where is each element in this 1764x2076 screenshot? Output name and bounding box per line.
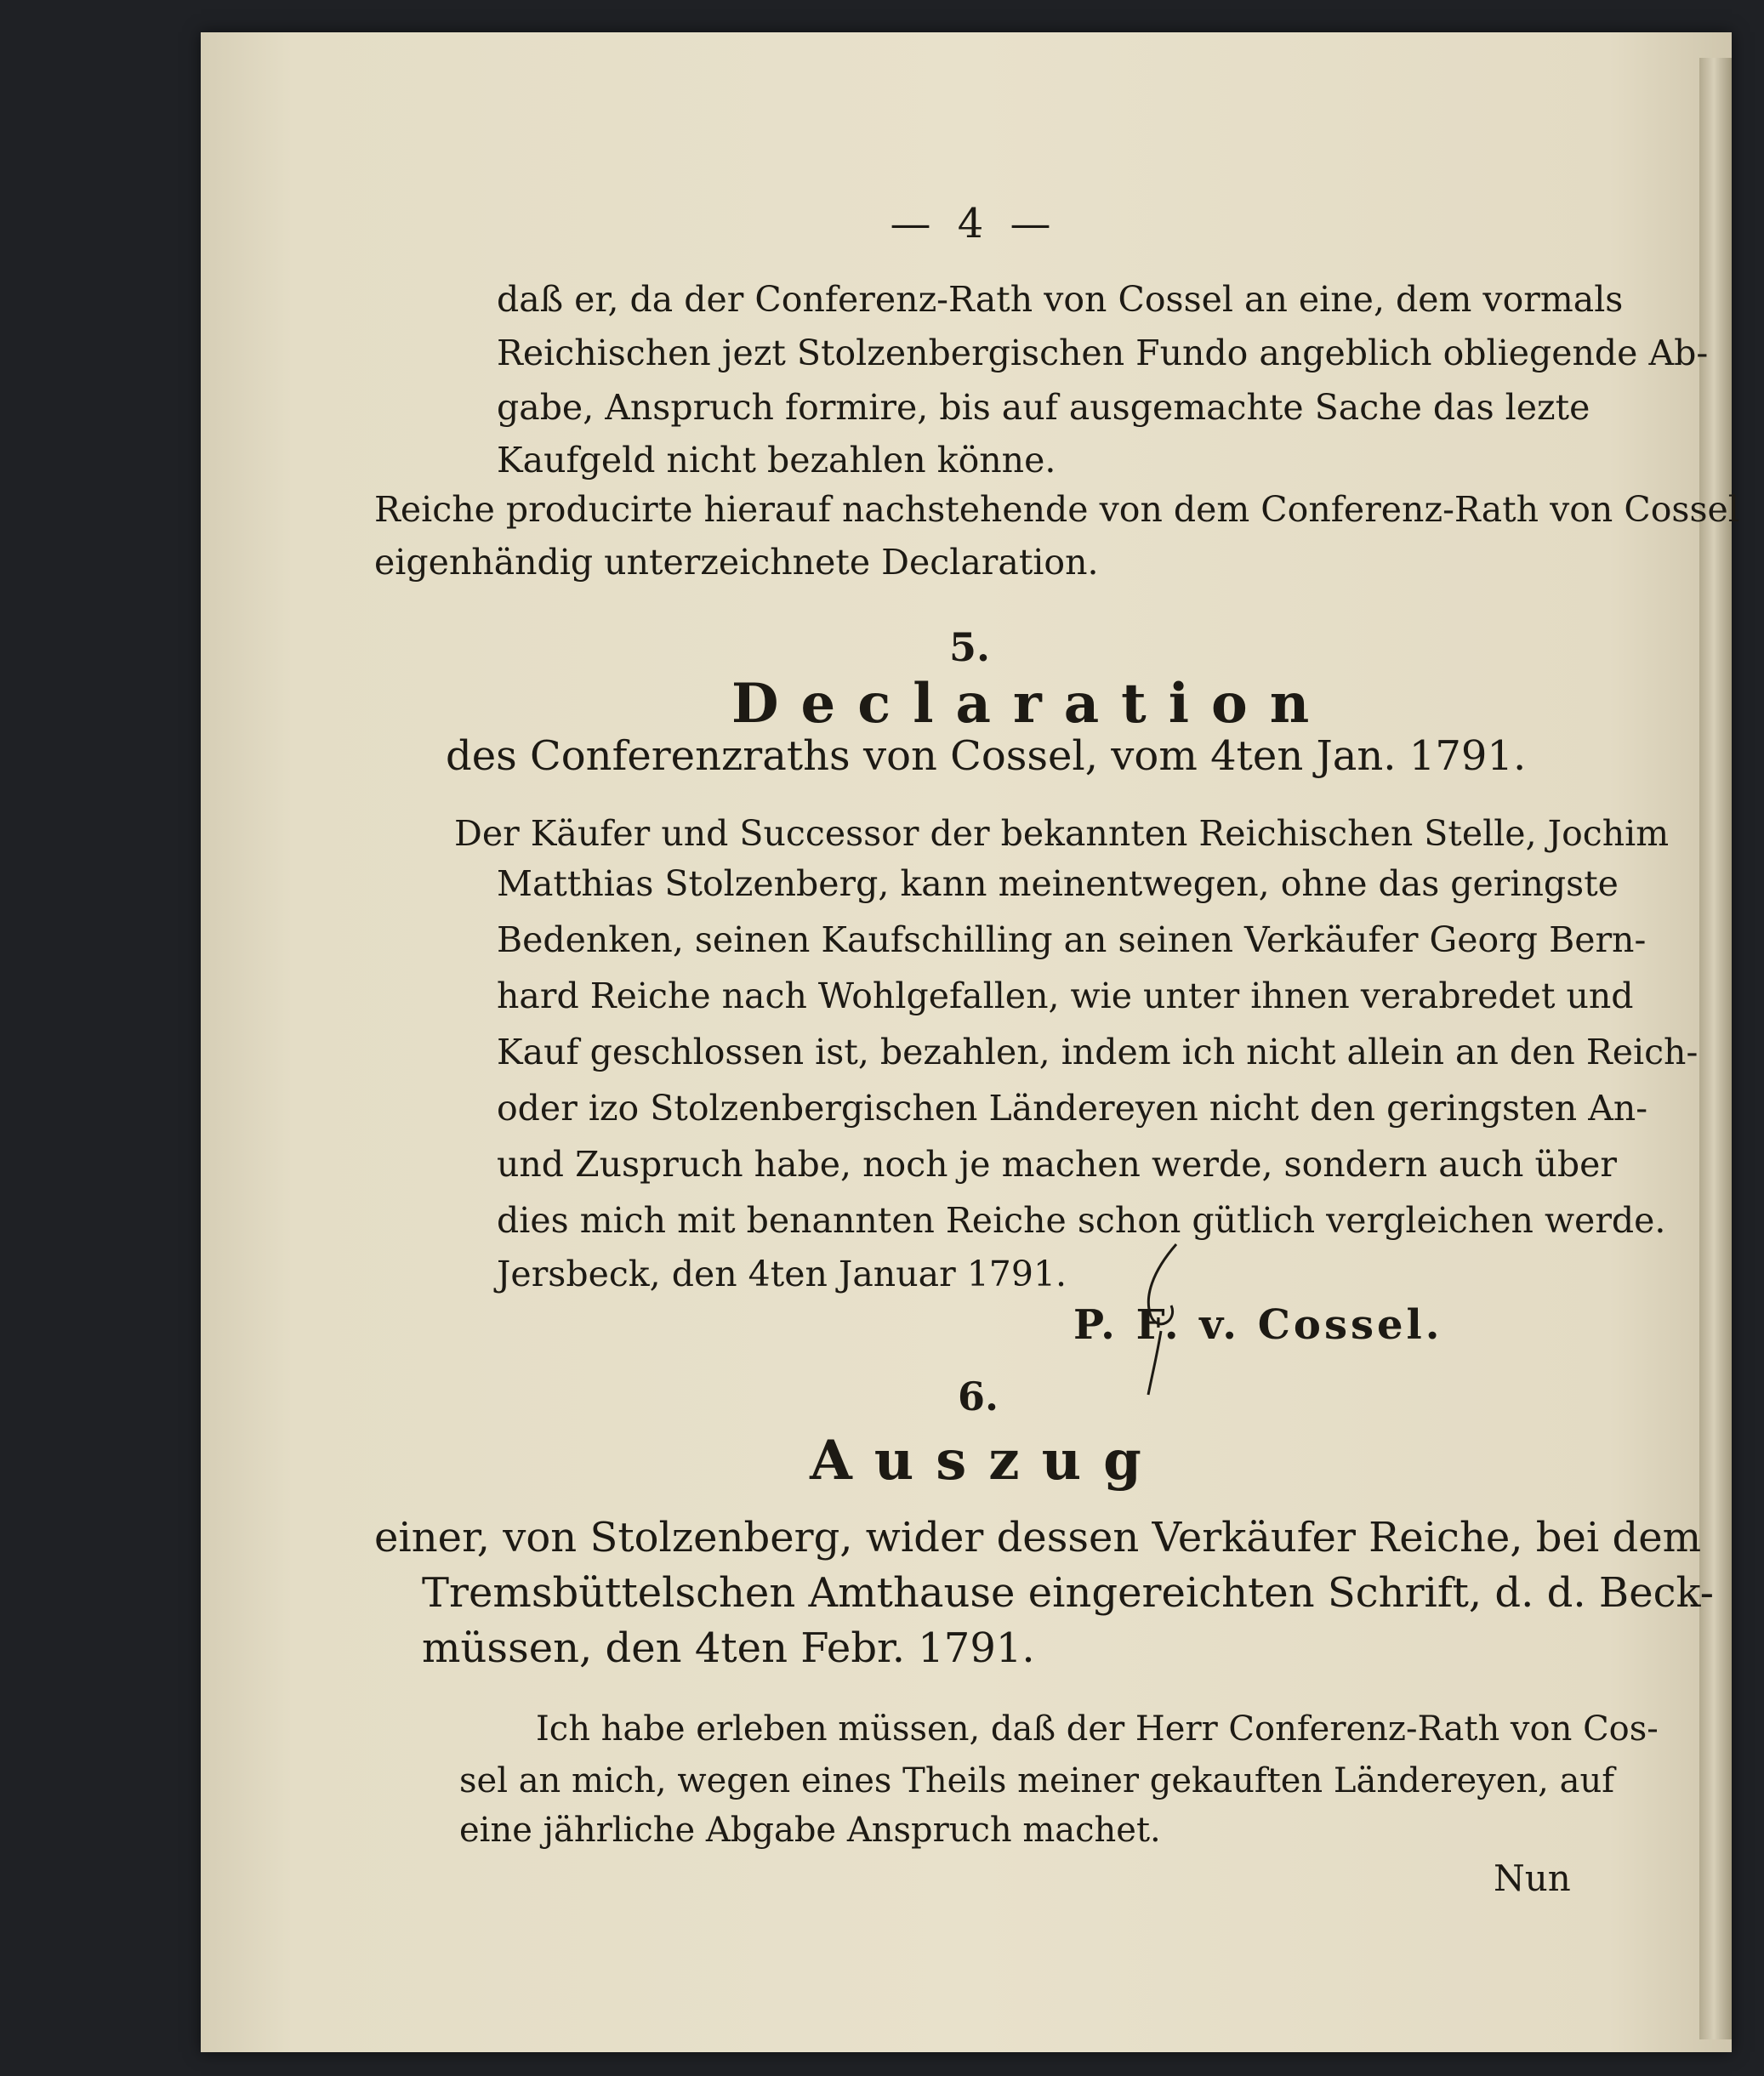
declaration-line: hard Reiche nach Wohlgefallen, wie unter ihnen verabredet und [497,975,1634,1016]
section-heading: Declaration [731,672,1332,736]
section-subheading-line: einer, von Stolzenberg, wider dessen Verkäufer Reiche, bei dem [374,1514,1702,1561]
declaration-line: und Zuspruch habe, noch je machen werde, sondern auch über [497,1144,1617,1185]
text-line: Reichischen jezt Stolzenbergischen Fundo angeblich obliegende Ab- [497,333,1709,373]
declaration-line: Kauf geschlossen ist, bezahlen, indem ich nicht allein an den Reich- [497,1032,1699,1072]
text-line: Reiche producirte hierauf nachstehende von dem Conferenz-Rath von Cossel [374,489,1739,530]
declaration-line: Bedenken, seinen Kaufschilling an seinen Verkäufer Georg Bern- [497,919,1647,960]
section-subheading-line: müssen, den 4ten Febr. 1791. [422,1624,1035,1672]
declaration-date: Jersbeck, den 4ten Januar 1791. [497,1254,1067,1294]
section-subheading-line: Tremsbüttelschen Amthause eingereichten Schrift, d. d. Beck- [422,1569,1714,1617]
declaration-line: Der Käufer und Successor der bekannten Reichischen Stelle, Jochim [454,813,1670,854]
declaration-line: oder izo Stolzenbergischen Ländereyen nicht den geringsten An- [497,1088,1648,1129]
excerpt-line: Ich habe erleben müssen, daß der Herr Conferenz-Rath von Cos- [536,1709,1659,1749]
text-line: eigenhändig unterzeichnete Declaration. [374,542,1099,583]
text-line: daß er, da der Conferenz-Rath von Cossel an eine, dem vormals [497,279,1624,320]
declaration-line: Matthias Stolzenberg, kann meinentwegen, ohne das geringste [497,863,1619,904]
text-line: Kaufgeld nicht bezahlen könne. [497,440,1056,481]
excerpt-line: eine jährliche Abgabe Anspruch machet. [459,1811,1161,1850]
catchword: Nun [1494,1857,1571,1899]
section-heading: Auszug [810,1429,1164,1493]
page-number: — 4 — [890,200,1058,247]
excerpt-line: sel an mich, wegen eines Theils meiner gekauften Ländereyen, auf [459,1761,1615,1800]
text-line: gabe, Anspruch formire, bis auf ausgemachte Sache das lezte [497,387,1590,428]
section-subheading: des Conferenzraths von Cossel, vom 4ten Jan. 1791. [446,732,1527,780]
section-number: 5. [948,624,991,670]
declaration-line: dies mich mit benannten Reiche schon gütlich vergleichen werde. [497,1200,1666,1241]
section-number: 6. [957,1374,999,1419]
signature: P. F. v. Cossel. [1073,1301,1443,1349]
